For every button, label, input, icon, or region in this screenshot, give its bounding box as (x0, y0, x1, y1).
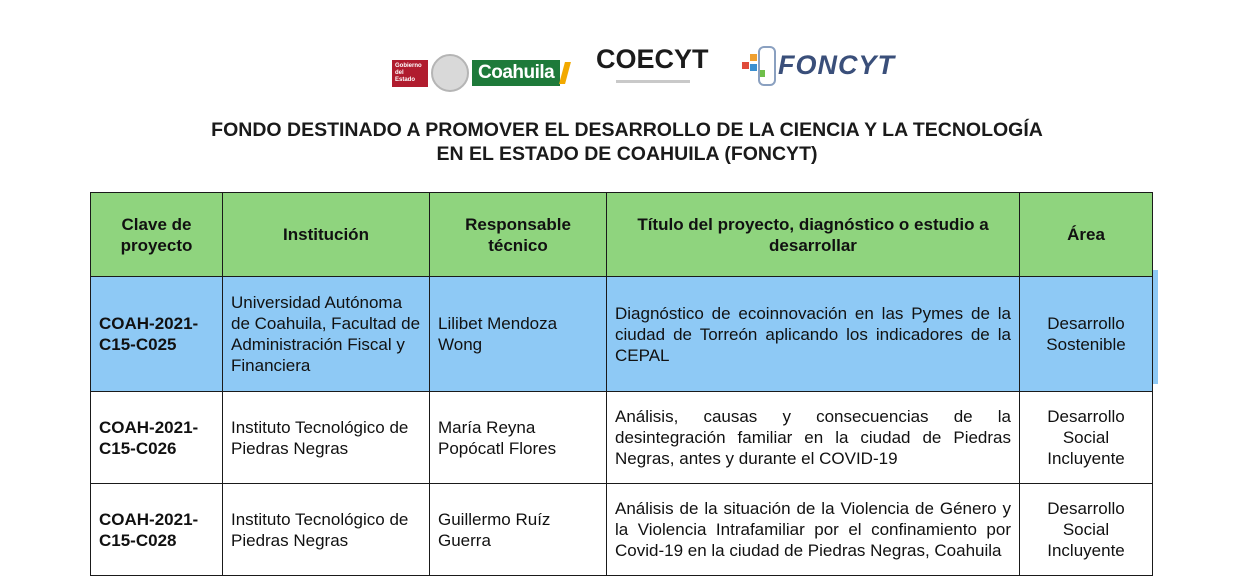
cell-clave: COAH-2021-C15-C025 (91, 277, 223, 392)
title-line-2: EN EL ESTADO DE COAHUILA (FONCYT) (436, 143, 818, 165)
cell-responsable: María Reyna Popócatl Flores (430, 392, 607, 484)
foncyt-mark-icon (738, 42, 778, 88)
coahuila-wordmark: Coahuila (472, 60, 560, 86)
header-clave: Clave de proyecto (91, 193, 223, 277)
cell-responsable: Lilibet Mendoza Wong (430, 277, 607, 392)
cell-titulo: Diagnóstico de ecoinnovación en las Pymes de la ciudad de Torreón aplicando los indicadores de la CEPAL (607, 277, 1020, 392)
table-header-row (91, 193, 1153, 277)
cell-area: Desarrollo Social Incluyente (1020, 392, 1153, 484)
header-institucion: Institución (223, 193, 430, 277)
foncyt-logo (738, 42, 895, 88)
cell-area: Desarrollo Sostenible (1020, 277, 1153, 392)
state-seal-icon (431, 54, 469, 92)
gobierno-badge: Gobierno del Estado (392, 60, 428, 87)
table-row (91, 484, 1153, 576)
cell-area: Desarrollo Social Incluyente (1020, 484, 1153, 576)
document-title (0, 118, 1254, 166)
cell-titulo: Análisis, causas y consecuencias de la desintegración familiar en la ciudad de Piedras Negras, antes y durante el COVID-19 (607, 392, 1020, 484)
gobierno-coahuila-logo (392, 54, 568, 92)
cell-titulo: Análisis de la situación de la Violencia de Género y la Violencia Intrafamiliar por el confinamiento por Covid-19 en la ciudad de Piedras Negras, Coahuila (607, 484, 1020, 576)
cell-institucion: Instituto Tecnológico de Piedras Negras (223, 392, 430, 484)
header-area: Área (1020, 193, 1153, 277)
header-titulo: Título del proyecto, diagnóstico o estudio a desarrollar (607, 193, 1020, 277)
coecyt-logo: COECYT (596, 44, 709, 74)
table-row (91, 277, 1153, 392)
coecyt-subtitle-line (616, 80, 690, 83)
cell-institucion: Instituto Tecnológico de Piedras Negras (223, 484, 430, 576)
table-row (91, 392, 1153, 484)
header-responsable: Responsable técnico (430, 193, 607, 277)
foncyt-wordmark: FONCYT (778, 49, 895, 80)
cell-clave: COAH-2021-C15-C026 (91, 392, 223, 484)
title-line-1: FONDO DESTINADO A PROMOVER EL DESARROLLO DE LA CIENCIA Y LA TECNOLOGÍA (211, 119, 1043, 141)
coahuila-flag-icon (559, 62, 571, 84)
logo-bar (0, 38, 1254, 98)
cell-institucion: Universidad Autónoma de Coahuila, Facultad de Administración Fiscal y Financiera (223, 277, 430, 392)
cell-clave: COAH-2021-C15-C028 (91, 484, 223, 576)
cell-responsable: Guillermo Ruíz Guerra (430, 484, 607, 576)
projects-table (90, 192, 1153, 576)
